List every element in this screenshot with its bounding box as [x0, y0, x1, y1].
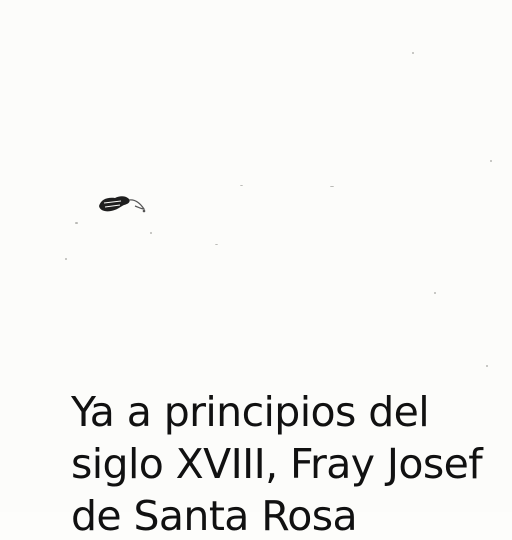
dust-speck — [150, 232, 152, 234]
dust-speck — [490, 160, 492, 162]
body-text-line-2: siglo XVIII, Fray Josef — [71, 440, 483, 488]
dust-speck — [434, 292, 436, 294]
ink-blot-mark — [94, 190, 150, 218]
dust-speck — [486, 365, 488, 367]
body-text-line-1: Ya a principios del — [71, 388, 430, 436]
body-text-line-3: de Santa Rosa — [71, 492, 358, 540]
dust-speck — [412, 52, 414, 54]
dust-speck — [75, 222, 78, 224]
dust-speck — [65, 258, 67, 260]
dust-speck — [330, 186, 334, 187]
dust-speck — [215, 244, 218, 245]
dust-speck — [240, 185, 243, 186]
